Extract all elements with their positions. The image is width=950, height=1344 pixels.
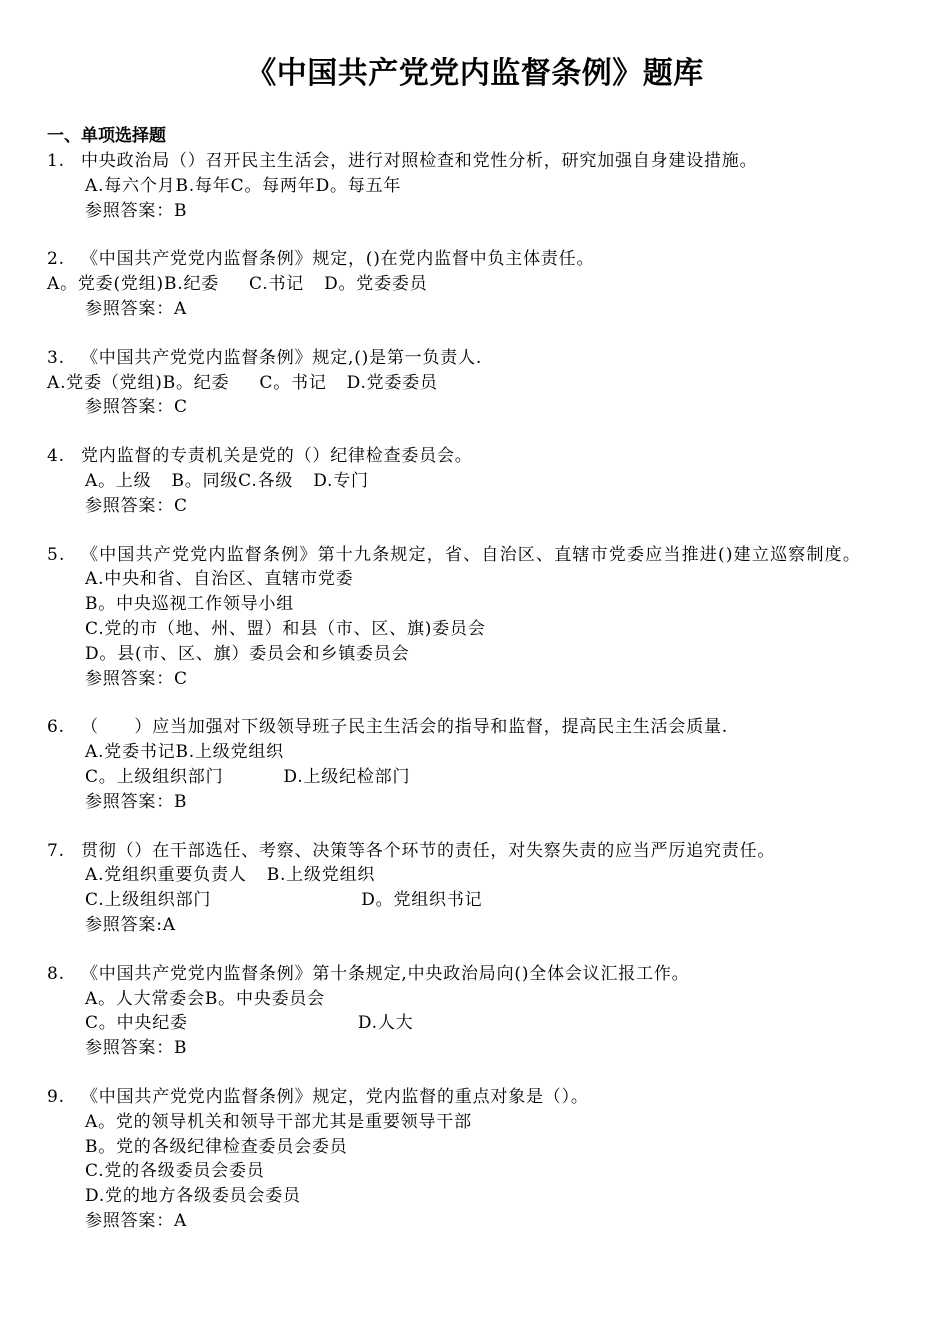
option-text: D.党的地方各级委员会委员 bbox=[85, 1186, 301, 1207]
reference-answer: 参照答案：B bbox=[85, 1038, 188, 1059]
option-text: C.上级组织部门 bbox=[85, 890, 212, 911]
question-number: 4. bbox=[47, 446, 65, 467]
question-item bbox=[0, 346, 950, 420]
option-text: D。党委委员 bbox=[324, 274, 428, 295]
reference-answer: 参照答案：C bbox=[85, 495, 188, 516]
question-item bbox=[0, 444, 950, 518]
option-text: C.党的各级委员会委员 bbox=[85, 1161, 265, 1182]
section-heading: 一、单项选择题 bbox=[47, 126, 166, 146]
option-line bbox=[0, 642, 950, 667]
option-line bbox=[0, 1159, 950, 1184]
document-title: 《中国共产党党内监督条例》题库 bbox=[246, 56, 704, 91]
question-text: 《中国共产党党内监督条例》第十九条规定，省、自治区、直辖市党委应当推进()建立巡察制度。 bbox=[81, 544, 862, 565]
option-line bbox=[0, 1011, 950, 1036]
question-item bbox=[0, 1085, 950, 1234]
option-text: D.人大 bbox=[357, 1013, 414, 1034]
reference-answer: 参照答案:A bbox=[85, 914, 176, 935]
option-line bbox=[0, 765, 950, 790]
option-text: D。县(市、区、旗）委员会和乡镇委员会 bbox=[85, 643, 410, 664]
question-item bbox=[0, 149, 950, 223]
reference-answer: 参照答案：A bbox=[85, 1210, 188, 1231]
question-stem bbox=[0, 247, 950, 272]
question-text: 贯彻（）在干部选任、考察、决策等各个环节的责任，对失察失责的应当严厉追究责任。 bbox=[81, 840, 776, 861]
option-line bbox=[0, 469, 950, 494]
question-stem bbox=[0, 543, 907, 568]
option-line bbox=[0, 863, 950, 888]
option-text: A.党委书记B.上级党组织 bbox=[85, 742, 284, 763]
question-text: 《中国共产党党内监督条例》第十条规定,中央政治局向()全体会议汇报工作。 bbox=[81, 963, 690, 984]
question-number: 6. bbox=[47, 717, 65, 738]
option-text: C。书记 bbox=[259, 372, 327, 393]
option-text: B。中央巡视工作领导小组 bbox=[85, 594, 295, 615]
question-number: 7. bbox=[47, 840, 65, 861]
option-text: B.上级党组织 bbox=[266, 865, 376, 886]
question-list bbox=[0, 149, 950, 1258]
option-text: C.党的市（地、州、盟）和县（市、区、旗)委员会 bbox=[85, 618, 486, 639]
option-text: A.党委（党组)B。纪委 bbox=[47, 372, 230, 393]
question-number: 2. bbox=[47, 249, 65, 270]
reference-answer: 参照答案：A bbox=[85, 298, 188, 319]
question-text: （ ）应当加强对下级领导班子民主生活会的指导和监督，提高民主生活会质量. bbox=[81, 717, 729, 738]
option-text: A。党委(党组)B.纪委 bbox=[47, 274, 220, 295]
option-text: A.党组织重要负责人 bbox=[85, 865, 247, 886]
question-number: 9. bbox=[47, 1086, 65, 1107]
option-line bbox=[0, 740, 950, 765]
reference-answer: 参照答案：B bbox=[85, 791, 188, 812]
option-text: C。中央纪委 bbox=[85, 1013, 188, 1034]
option-text: B。同级C.各级 bbox=[171, 470, 294, 491]
question-stem bbox=[0, 962, 950, 987]
question-stem bbox=[0, 715, 950, 740]
option-text: C。上级组织部门 bbox=[85, 766, 224, 787]
question-number: 1. bbox=[47, 151, 65, 171]
option-line bbox=[0, 174, 950, 199]
question-stem bbox=[0, 839, 950, 864]
option-text: D.党委委员 bbox=[346, 372, 438, 393]
question-item bbox=[0, 839, 950, 938]
option-line bbox=[0, 888, 950, 913]
option-line bbox=[0, 567, 950, 592]
question-stem bbox=[0, 149, 950, 174]
question-item bbox=[0, 543, 950, 692]
option-line bbox=[0, 272, 950, 297]
question-number: 3. bbox=[47, 347, 65, 368]
option-line bbox=[0, 987, 950, 1012]
reference-answer: 参照答案：C bbox=[85, 668, 188, 689]
option-line bbox=[0, 617, 950, 642]
question-item bbox=[0, 715, 950, 814]
question-item bbox=[0, 247, 950, 321]
reference-answer: 参照答案：B bbox=[85, 200, 188, 221]
option-text: B。党的各级纪律检查委员会委员 bbox=[85, 1136, 348, 1157]
option-text: A。人大常委会B。中央委员会 bbox=[85, 988, 325, 1009]
question-number: 5. bbox=[47, 544, 66, 565]
question-item bbox=[0, 962, 950, 1061]
option-text: D.上级纪检部门 bbox=[283, 766, 411, 787]
option-text: A.中央和省、自治区、直辖市党委 bbox=[85, 569, 354, 590]
question-number: 8. bbox=[47, 963, 65, 984]
option-text: A。党的领导机关和领导干部尤其是重要领导干部 bbox=[85, 1111, 472, 1132]
option-line bbox=[0, 592, 950, 617]
option-line bbox=[0, 1184, 950, 1209]
option-line bbox=[0, 1135, 950, 1160]
reference-answer: 参照答案：C bbox=[85, 397, 188, 418]
option-text: A。上级 bbox=[85, 470, 152, 491]
option-line bbox=[0, 371, 950, 396]
option-text: D.专门 bbox=[313, 470, 369, 491]
question-stem bbox=[0, 1085, 950, 1110]
question-stem bbox=[0, 346, 950, 371]
option-text: D。党组织书记 bbox=[361, 890, 483, 911]
option-line bbox=[0, 1110, 950, 1135]
question-stem bbox=[0, 444, 950, 469]
option-text: A.每六个月B.每年C。每两年D。每五年 bbox=[85, 175, 402, 196]
question-text: 《中国共产党党内监督条例》规定,()是第一负责人. bbox=[81, 347, 483, 368]
question-text: 《中国共产党党内监督条例》规定，党内监督的重点对象是（）。 bbox=[81, 1086, 589, 1107]
option-text: C.书记 bbox=[249, 274, 305, 295]
question-text: 《中国共产党党内监督条例》规定，()在党内监督中负主体责任。 bbox=[81, 249, 595, 270]
question-text: 中央政治局（）召开民主生活会，进行对照检查和党性分析，研究加强自身建设措施。 bbox=[81, 151, 758, 171]
question-text: 党内监督的专责机关是党的（）纪律检查委员会。 bbox=[81, 446, 473, 467]
